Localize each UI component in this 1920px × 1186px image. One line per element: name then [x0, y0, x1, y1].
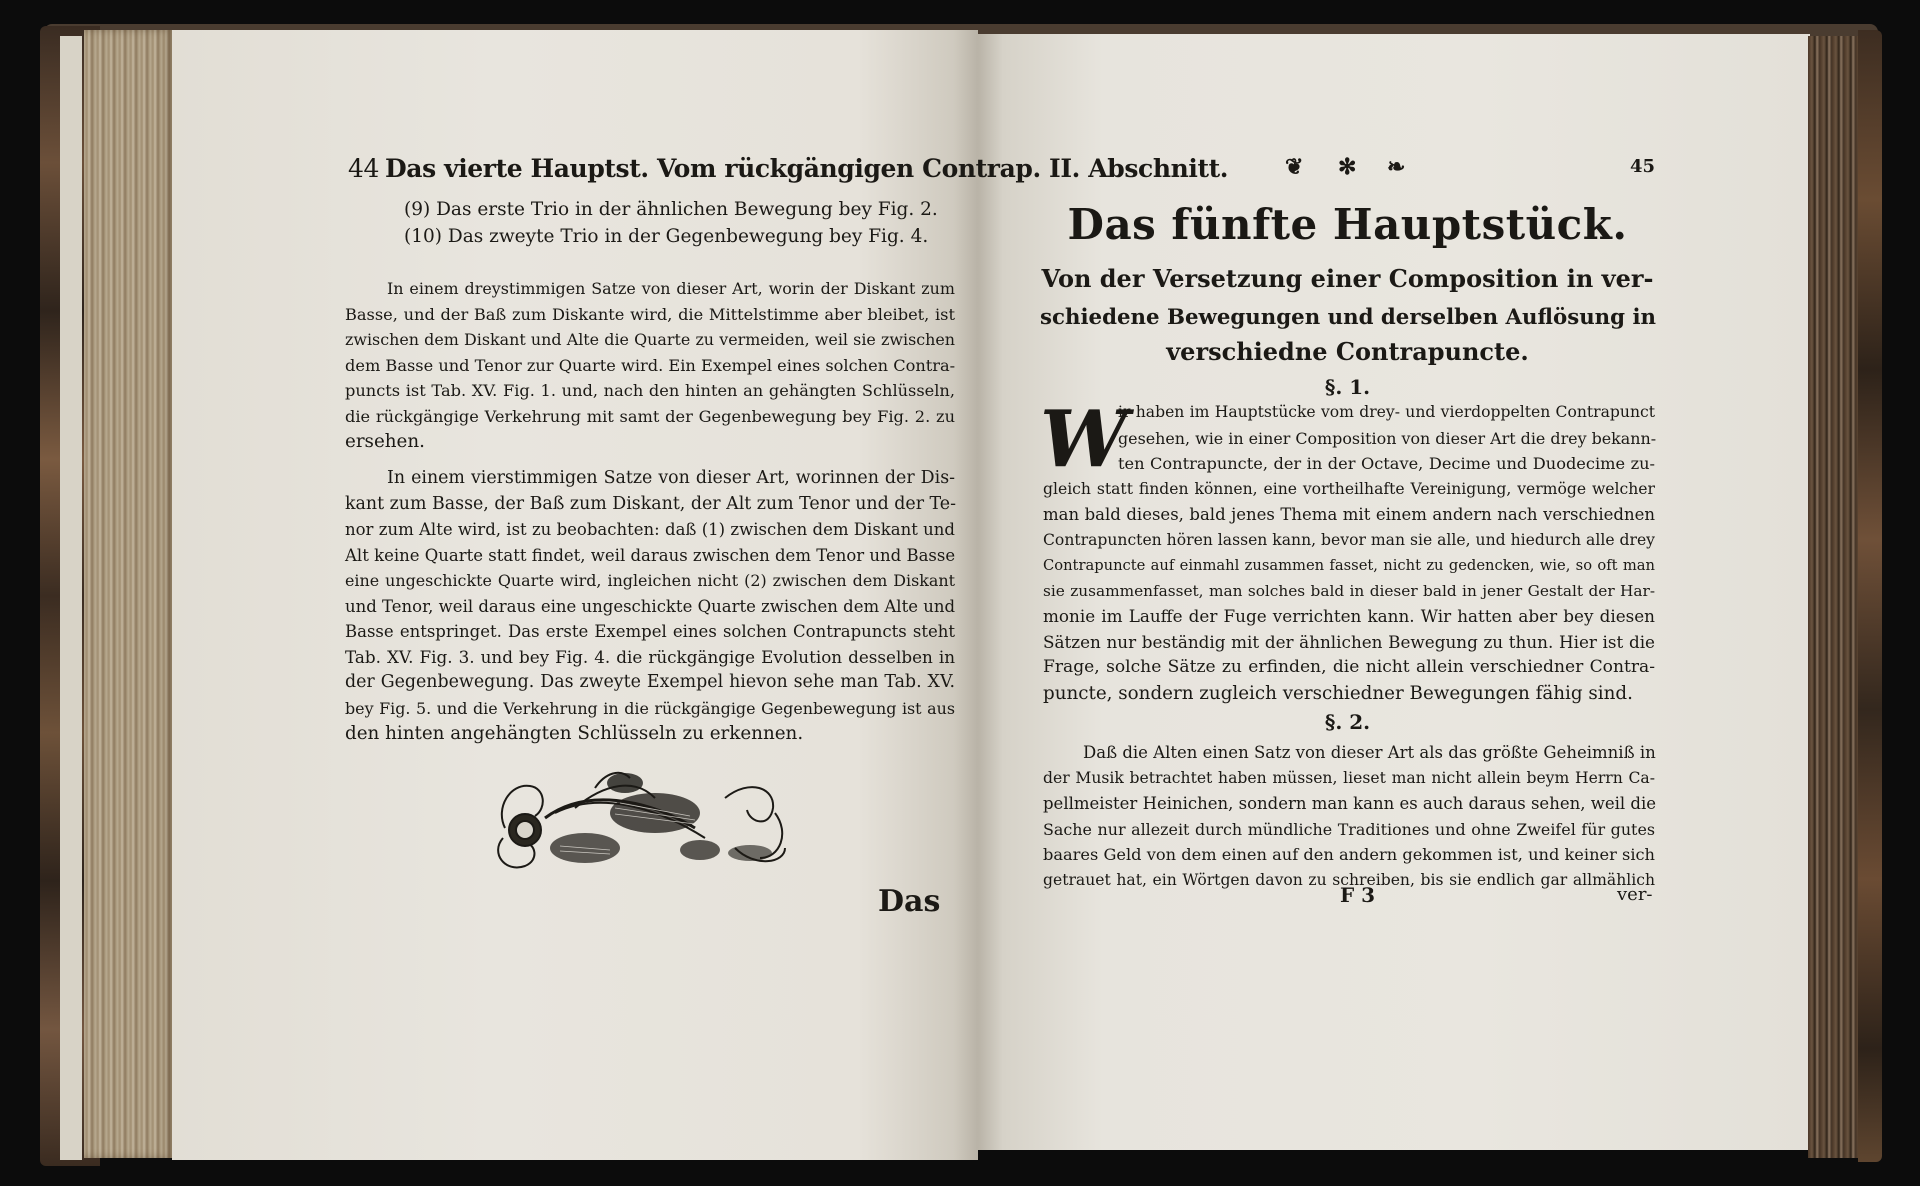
chapter-subtitle: [1040, 258, 1655, 368]
text-line: Sache nur allezeit durch mündliche Traditiones und ohne Zweifel für gutes: [1043, 819, 1655, 839]
text-line: nor zum Alte wird, ist zu beobachten: daß (1) zwischen dem Diskant und: [345, 520, 955, 539]
list-item: (9) Das erste Trio in der ähnlichen Bewegung bey Fig. 2.: [404, 199, 938, 220]
text-line: und Tenor, weil daraus eine ungeschickte Quarte zwischen dem Alte und: [345, 596, 956, 616]
right-catchword: ver-: [1617, 884, 1653, 905]
section-1-body: [1043, 477, 1655, 707]
text-line: die rückgängige Verkehrung mit samt der Gegenbewegung bey Fig. 2. zu: [345, 406, 955, 426]
list-item: (10) Das zweyte Trio in der Gegenbewegung bey Fig. 4.: [404, 226, 929, 247]
text-line: sie zusammenfasset, man solches bald in dieser bald in jener Gestalt der Har-: [1043, 581, 1655, 600]
text-line: Tab. XV. Fig. 3. und bey Fig. 4. die rückgängige Evolution desselben in: [345, 646, 955, 667]
text-line: In einem dreystimmigen Satze von dieser Art, worin der Diskant zum: [387, 279, 955, 298]
text-line: dem Basse und Tenor zur Quarte wird. Ein Exempel eines solchen Contra-: [345, 355, 956, 375]
subtitle-line: schiedene Bewegungen und derselben Auflösung in: [1040, 305, 1657, 330]
text-line: In einem vierstimmigen Satze von dieser Art, worinnen der Dis-: [387, 468, 955, 488]
text-line: eine ungeschickte Quarte wird, ingleichen nicht (2) zwischen dem Diskant: [345, 571, 955, 590]
left-running-head: [348, 154, 1229, 183]
figure-list: [404, 196, 964, 250]
subtitle-line: Von der Versetzung einer Composition in ver-: [1041, 264, 1654, 293]
text-line: Contrapuncte auf einmahl zusammen fasset, nicht zu gedencken, wie, so oft man: [1043, 557, 1655, 574]
text-line: Frage, solche Sätze zu erfinden, die nicht allein verschiedner Contra-: [1043, 657, 1655, 677]
text-line: Basse entspringet. Das erste Exempel eines solchen Contrapuncts steht: [345, 622, 955, 641]
text-line: ersehen.: [345, 431, 425, 452]
text-line: Daß die Alten einen Satz von dieser Art als das größte Geheimniß in: [1083, 743, 1656, 762]
text-line: gesehen, wie in einer Composition von dieser Art die drey bekann-: [1118, 428, 1657, 448]
text-line: Alt keine Quarte statt findet, weil daraus zwischen dem Tenor und Basse: [345, 545, 956, 565]
section-1-opening: [1118, 400, 1655, 477]
right-running-head: [1040, 150, 1655, 190]
text-line: den hinten angehängten Schlüsseln zu erkennen.: [345, 723, 804, 744]
section-heading-2: §. 2.: [1324, 710, 1371, 734]
text-line: Contrapuncten hören lassen kann, bevor man sie alle, und hiedurch alle drey: [1043, 530, 1655, 549]
text-line: puncts ist Tab. XV. Fig. 1. und, nach den hinten an gehängten Schlüsseln,: [345, 381, 955, 400]
left-page-number: 44: [348, 154, 380, 183]
fleuron-center-icon: ✻: [1338, 154, 1357, 180]
text-line: zwischen dem Diskant und Alte die Quarte zu vermeiden, weil sie zwischen: [345, 330, 955, 349]
section-2-body: [1043, 740, 1655, 893]
text-line: der Gegenbewegung. Das zweyte Exempel hievon sehe man Tab. XV.: [345, 672, 955, 692]
text-line: monie im Lauffe der Fuge verrichten kann. Wir hatten aber bey diesen: [1043, 606, 1655, 626]
subtitle-line: verschiedne Contrapuncte.: [1166, 337, 1529, 366]
fleuron-right-icon: ❧: [1387, 154, 1406, 180]
text-line: getrauet hat, ein Wörtgen davon zu schreiben, bis sie endlich gar allmählich: [1043, 870, 1655, 889]
woodcut-tailpiece-ornament: [485, 758, 800, 878]
text-line: Sätzen nur beständig mit der ähnlichen Bewegung zu thun. Hier ist die: [1043, 631, 1655, 652]
fleuron-left-icon: ❦: [1285, 154, 1304, 180]
text-line: ten Contrapuncte, der in der Octave, Decime und Duodecime zu-: [1118, 454, 1655, 473]
book-cover-right: [1858, 30, 1882, 1162]
drop-cap: W: [1040, 394, 1128, 485]
left-catchword: Das: [878, 884, 941, 919]
text-line: puncte, sondern zugleich verschiedner Bewegungen fähig sind.: [1043, 682, 1633, 704]
text-line: bey Fig. 5. und die Verkehrung in die rückgängige Gegenbewegung ist aus: [345, 698, 955, 718]
text-line: ir haben im Hauptstücke vom drey- und vierdoppelten Contrapunct: [1118, 403, 1655, 421]
chapter-title: Das fünfte Hauptstück.: [1067, 200, 1628, 249]
text-line: man bald dieses, bald jenes Thema mit einem andern nach verschiednen: [1043, 505, 1655, 524]
left-paragraph-1: [345, 276, 955, 455]
left-running-head-text: Das vierte Hauptst. Vom rückgängigen Contrap. II. Abschnitt.: [385, 154, 1229, 183]
flyleaf-edge-left: [60, 36, 82, 1160]
text-line: der Musik betrachtet haben müssen, lieset man nicht allein beym Herrn Ca-: [1043, 768, 1655, 787]
page-stack-right: [1808, 36, 1860, 1158]
text-line: baares Geld von dem einen auf den andern gekommen ist, und keiner sich: [1043, 845, 1655, 864]
left-paragraph-2: [345, 466, 955, 747]
text-line: gleich statt finden können, eine vortheilhafte Vereinigung, vermöge welcher: [1043, 479, 1655, 498]
text-line: pellmeister Heinichen, sondern man kann es auch daraus sehen, weil die: [1043, 794, 1656, 813]
page-stack-left: [84, 30, 174, 1158]
signature-mark: F 3: [1340, 883, 1376, 907]
text-line: Basse, und der Baß zum Diskante wird, die Mittelstimme aber bleibet, ist: [345, 304, 955, 324]
text-line: kant zum Basse, der Baß zum Diskant, der Alt zum Tenor und der Te-: [345, 493, 956, 514]
section-heading-1: §. 1.: [1324, 375, 1371, 399]
right-page-number: 45: [1629, 156, 1655, 177]
